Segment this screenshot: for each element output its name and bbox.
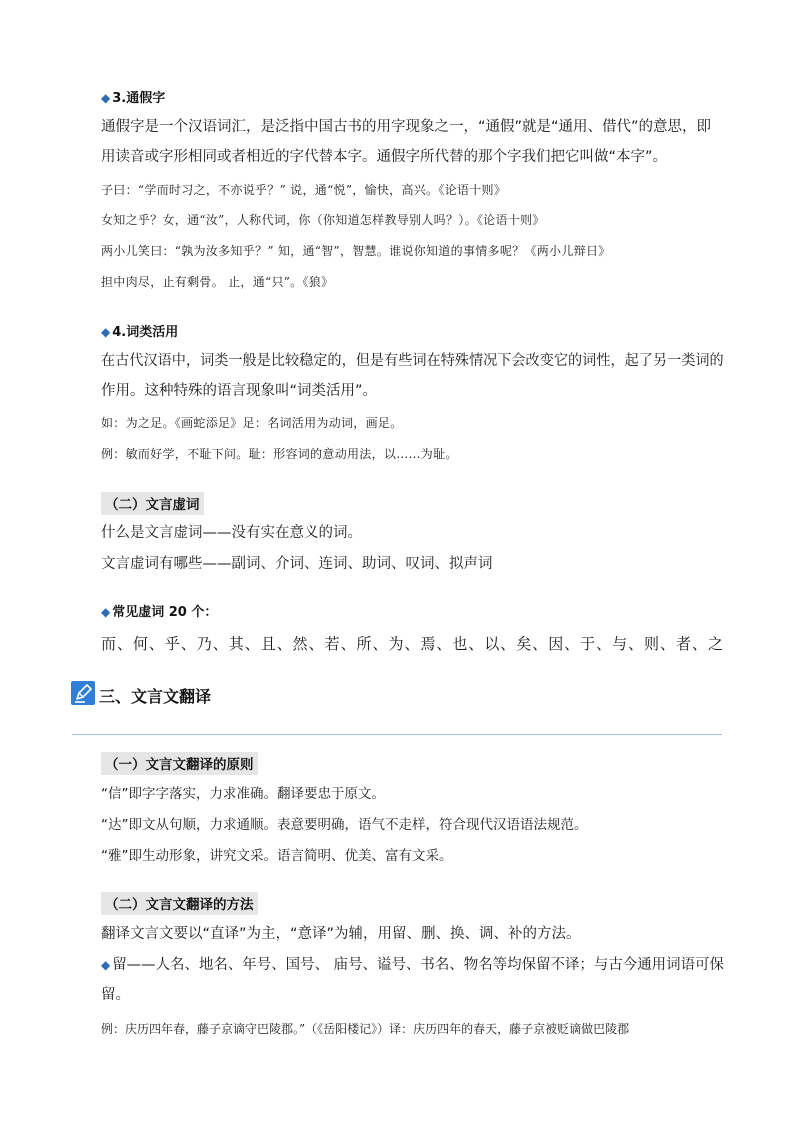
pen-icon-graphic <box>71 681 95 705</box>
example-line: 例：庆历四年春，藤子京谪守巴陵郡。”（《岳阳楼记》）译：庆历四年的春天，藤子京被贬谪做巴陵郡 <box>101 1022 630 1036</box>
diamond-icon: ◆ <box>101 958 111 972</box>
paragraph-line: 用读音或字形相同或者相近的字代替本字。通假字所代替的那个字我们把它叫做“本字”。 <box>101 149 668 165</box>
section-divider <box>72 734 722 735</box>
paragraph-line: 留。 <box>101 987 130 1003</box>
paragraph-line: ◆ 留——人名、地名、年号、国号、 庙号、谥号、书名、物名等均保留不译；与古今通用词语可保 <box>101 957 724 973</box>
paragraph-line: 作用。这种特殊的语言现象叫“词类活用”。 <box>101 383 378 399</box>
example-line: 担中肉尽，止有剩骨。 止，通“只”。《狼》 <box>101 275 334 289</box>
pen-icon <box>71 681 95 705</box>
heading-cileihuoyong: ◆ 4.词类活用 <box>101 325 179 340</box>
paragraph-line: 在古代汉语中，词类一般是比较稳定的，但是有些词在特殊情况下会改变它的词性，起了另一类词的 <box>101 353 724 369</box>
principle-xin: “信”即字字落实，力求准确。翻译要忠于原文。 <box>101 786 385 802</box>
paragraph-line: 什么是文言虚词——没有实在意义的词。 <box>101 525 362 541</box>
principle-ya: “雅”即生动形象，讲究文采。语言简明、优美、富有文采。 <box>101 848 453 864</box>
diamond-icon: ◆ <box>101 605 111 619</box>
subheading-xuci: （二）文言虚词 <box>101 492 204 515</box>
principle-da: “达”即文从句顺，力求通顺。表意要明确，语气不走样，符合现代汉语语法规范。 <box>101 817 588 833</box>
subheading-method: （二）文言文翻译的方法 <box>101 892 258 915</box>
example-line: 子曰：“学而时习之，不亦说乎？” 说，通“悦”，愉快，高兴。《论语十则》 <box>101 183 507 197</box>
paragraph-line: 通假字是一个汉语词汇，是泛指中国古书的用字现象之一，“通假”就是“通用、借代”的意思，即 <box>101 119 712 135</box>
xuci-list: 而、何、乎、乃、其、且、然、若、所、为、焉、也、以、矣、因、于、与、则、者、之 <box>101 635 724 653</box>
subheading-principle: （一）文言文翻译的原则 <box>101 752 258 775</box>
example-line: 女知之乎？女，通“汝”，人称代词，你（你知道怎样教导别人吗？）。《论语十则》 <box>101 213 545 227</box>
heading-common-xuci: ◆ 常见虚词 20 个： <box>101 605 218 620</box>
heading-tongjiazi: ◆ 3.通假字 <box>101 91 166 106</box>
diamond-icon: ◆ <box>101 325 111 339</box>
paragraph-line: 翻译文言文要以“直译”为主，“意译”为辅，用留、删、换、调、补的方法。 <box>101 926 581 942</box>
diamond-icon: ◆ <box>101 91 111 105</box>
paragraph-line: 文言虚词有哪些——副词、介词、连词、助词、叹词、拟声词 <box>101 556 493 572</box>
example-line: 如：为之足。《画蛇添足》足：名词活用为动词，画足。 <box>101 416 403 430</box>
section-title: 三、文言文翻译 <box>99 687 212 706</box>
example-line: 两小儿笑曰：“孰为汝多知乎？” 知，通“智”，智慧。谁说你知道的事情多呢？《两小儿辩日》 <box>101 244 611 258</box>
example-line: 例：敏而好学，不耻下问。耻：形容词的意动用法，以……为耻。 <box>101 447 458 461</box>
